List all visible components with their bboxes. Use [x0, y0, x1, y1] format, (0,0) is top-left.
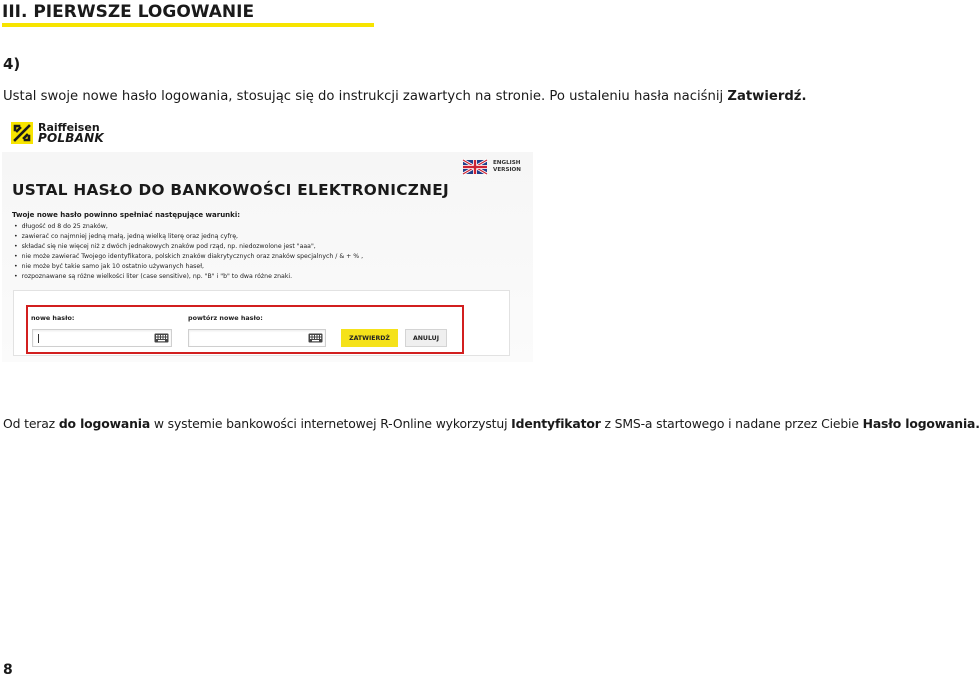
- english-version-link[interactable]: [463, 160, 521, 174]
- logo-line-1: Raiffeisen: [38, 120, 100, 134]
- uk-flag-icon: [463, 160, 487, 174]
- repeat-password-label: powtórz nowe hasło:: [188, 314, 263, 322]
- instruction-bold: Zatwierdź.: [727, 89, 807, 104]
- english-line-1: ENGLISH: [492, 160, 521, 166]
- paragraph-text-1: Od teraz: [3, 416, 59, 431]
- login-info-paragraph: [3, 416, 980, 431]
- title-underline: [2, 23, 374, 27]
- panel-heading: USTAL HASŁO DO BANKOWOŚCI ELEKTRONICZNEJ: [12, 181, 449, 199]
- text-cursor: [38, 334, 39, 343]
- password-rules-list: [14, 222, 363, 281]
- highlight-frame: [26, 305, 464, 354]
- rule-item: • nie może być takie samo jak 10 ostatnio używanych haseł,: [14, 262, 363, 272]
- keyboard-icon[interactable]: [154, 333, 169, 343]
- paragraph-bold-3: Hasło logowania.: [862, 416, 980, 431]
- rules-title: Twoje nowe hasło powinno spełniać następujące warunki:: [12, 211, 241, 219]
- repeat-password-input[interactable]: [188, 329, 326, 347]
- page-number: 8: [3, 662, 13, 678]
- logo-line-2: POLBANK: [38, 130, 104, 145]
- paragraph-text-3: z SMS-a startowego i nadane przez Ciebie: [600, 416, 863, 431]
- rule-item: • długość od 8 do 25 znaków,: [14, 222, 363, 232]
- step-number: 4): [3, 55, 21, 73]
- paragraph-text-2: w systemie bankowości internetowej R-Online wykorzystuj: [150, 416, 512, 431]
- rule-item: • nie może zawierać Twojego identyfikatora, polskich znaków diakrytycznych oraz znaków specjalnych / & + % ,: [14, 252, 363, 262]
- paragraph-bold-2: Identyfikator: [511, 416, 601, 431]
- section-title: III. PIERWSZE LOGOWANIE: [2, 2, 255, 22]
- cancel-button[interactable]: ANULUJ: [405, 329, 447, 347]
- instruction-body: Ustal swoje nowe hasło logowania, stosując się do instrukcji zawartych na stronie. Po ustaleniu hasła naciśnij: [3, 89, 728, 104]
- rule-item: • zawierać co najmniej jedną małą, jedną wielką literę oraz jedną cyfrę,: [14, 232, 363, 242]
- rule-item: • składać się nie więcej niż z dwóch jednakowych znaków pod rząd, np. niedozwolone jest "aaa",: [14, 242, 363, 252]
- instruction-text: [3, 89, 806, 104]
- paragraph-bold-1: do logowania: [58, 416, 151, 431]
- raiffeisen-polbank-logo: [11, 120, 104, 145]
- raiffeisen-gable-icon: [11, 122, 33, 144]
- confirm-button[interactable]: ZATWIERDŹ: [341, 329, 398, 347]
- keyboard-icon[interactable]: [308, 333, 323, 343]
- english-line-2: VERSION: [492, 167, 521, 173]
- new-password-input[interactable]: [32, 329, 172, 347]
- new-password-label: nowe hasło:: [31, 314, 75, 322]
- rule-item: • rozpoznawane są różne wielkości liter (case sensitive), np. "B" i "b" to dwa różne znaki.: [14, 272, 363, 282]
